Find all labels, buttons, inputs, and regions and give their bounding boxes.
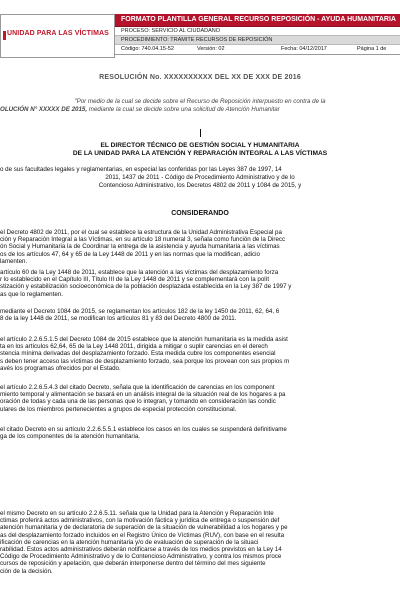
paragraph-line: as del desplazamiento forzado incluidos en el Registro Único de Víctimas (RUV), con base en el resulta [0, 531, 285, 539]
procedure-label: PROCEDIMIENTO: TRAMITE RECURSOS DE REPOSICIÓN [115, 36, 400, 45]
logo-cell [0, 14, 115, 58]
paragraph-line: stización y estabilización socioeconómica de la población desplazada establecida en la Ley 387 de 1997 y [0, 283, 292, 291]
powers-line3: Contencioso Administrativo, los Decretos 4802 de 2011 y 1084 de 2015, y [98, 182, 302, 189]
paragraph-line: ificación de carencias en la atención humanitaria y/o de evaluación de superación de la situaci [0, 538, 259, 546]
paragraph-4 [0, 336, 400, 372]
powers-line1: o de sus facultades legales y reglamentarias, en especial las conferidas por las Leyes 387 de 1997, 14 [0, 166, 282, 173]
paragraph-line: atención humanitaria y de declaratoria de superación de la situación de vulnerabilidad a los hogares y pe [0, 524, 288, 532]
paragraph-line: os de los artículos 47, 64 y 65 de la Ley 1448 de 2011 y en las normas que la modifican, adicio [0, 250, 260, 258]
document-header [0, 14, 400, 58]
version-label: Versión: 02 [197, 46, 225, 52]
logo: UNIDAD PARA LAS VÍCTIMAS [7, 30, 109, 37]
paragraph-line: el citado Decreto en su artículo 2.2.6.5.5.1 establece los casos en los cuales se suspenderá definitivame [0, 426, 287, 433]
paragraph-1 [0, 229, 400, 265]
resolution-title: RESOLUCIÓN No. XXXXXXXXXX DEL XX DE XXX DE 2016 [99, 74, 301, 81]
text-cursor [200, 129, 201, 137]
document-meta [115, 45, 400, 55]
paragraph-line: ción de la decisión. [0, 567, 53, 575]
code-label: Código: 740.04.15-52 [121, 46, 174, 52]
paragraph-line: r lo establecido en el Capítulo III, Título III de la Ley 1448 de 2011 y se complementará con la polít [0, 276, 270, 284]
director-title-line2: DE LA UNIDAD PARA LA ATENCIÓN Y REPARACIÓN INTEGRAL A LAS VÍCTIMAS [72, 150, 328, 157]
paragraph-7 [0, 510, 400, 600]
paragraph-line: el Decreto 4802 de 2011, por el cual se establece la estructura de la Unidad Administrativa Especial pa [0, 229, 282, 236]
paragraph-line: mediante el Decreto 1084 de 2015, se reglamentan los artículos 182 de la ley 1450 de 2011, 62, 64, 6 [0, 308, 280, 315]
paragraph-line: lamenten. [0, 257, 28, 265]
paragraph-line: ctimas proferirá actos administrativos, con la motivación fáctica y jurídica de entrega o suspensión def [0, 517, 280, 525]
paragraph-line: ulares de los miembros pertenecientes a grupos de especial protección constitucional. [0, 405, 237, 413]
resolution-subtitle-rest: mediante la cual se decide sobre una solicitud de Atención Humanitar [87, 106, 280, 113]
header-info [115, 14, 400, 58]
paragraph-line: stencia mínima derivadas del desplazamiento forzado. Esta medida cubre los componentes esencial [0, 350, 276, 358]
paragraph-line: as que lo reglamenten. [0, 290, 63, 298]
paragraph-line: oración de todas y cada una de las personas que lo integran, y tomando en consideración las condic [0, 398, 276, 406]
paragraph-6 [0, 426, 400, 440]
process-label: PROCESO: SERVICIO AL CIUDADANO [115, 27, 400, 36]
paragraph-line: ga de los componentes de la atención humanitaria. [0, 433, 140, 441]
paragraph-2 [0, 269, 400, 298]
date-label: Fecha: 04/12/2017 [281, 46, 327, 52]
paragraph-line: cursos de reposición y apelación, que deberán interponerse dentro del término del mes siguiente [0, 560, 266, 568]
paragraph-line: miento temporal y alimentación se basará en un análisis integral de la situación real de los hogares a pa [0, 391, 286, 399]
paragraph-line: artículo 60 de la Ley 1448 de 2011, establece que la atención a las víctimas del desplazamiento forza [0, 269, 279, 276]
resolution-number: OLUCIÓN N° XXXXX DE 2015, [0, 106, 88, 113]
paragraph-line: s deben tener acceso las víctimas de desplazamiento forzado, sea porque los provean con sus propios m [0, 357, 290, 365]
paragraph-line: ón Social y Humanitaria la de Coordinar la entrega de la asistencia y ayuda humanitaria a las víctimas [0, 243, 280, 251]
logo-mark-icon [3, 31, 6, 40]
page-label: Página 1 de [357, 46, 387, 52]
paragraph-line: el artículo 2.2.6.5.4.3 del citado Decreto, señala que la identificación de carencias en los component [0, 384, 275, 391]
powers-line2: 2011, 1437 de 2011 - Código de Procedimiento Administrativo y de lo [105, 174, 295, 181]
considering-heading: CONSIDERANDO [171, 210, 229, 217]
paragraph-line: el mismo Decreto en su artículo 2.2.6.5.11. señala que la Unidad para la Atención y Reparación Inte [0, 510, 274, 517]
paragraph-line: ta en los artículos 62,64, 65 de la Ley 1448 2011, dirigida a mitigar o suplir carencias en el derech [0, 343, 268, 351]
resolution-subtitle-line1: "Por medio de la cual se decide sobre el Recurso de Reposición interpuesto en contra de la [74, 98, 326, 105]
paragraph-line: el artículo 2.2.6.5.1.5 del Decreto 1084 de 2015 establece que la atención humanitaria es la medida asist [0, 336, 288, 343]
paragraph-5 [0, 384, 400, 413]
paragraph-line: ción y Reparación Integral a las Víctimas, en su artículo 18 numeral 3, señala como función de la Direcc [0, 236, 286, 244]
director-title-line1: EL DIRECTOR TÉCNICO DE GESTIÓN SOCIAL Y HUMANITARIA [100, 142, 300, 149]
paragraph-line: 8 de la ley 1448 de 2011, se modifican los artículos 81 y 83 del Decreto 4800 de 2011. [0, 315, 237, 323]
paragraph-line: rabilidad. Estos actos administrativos deberán notificarse a través de los medios previstos en la Ley 14 [0, 545, 282, 553]
paragraph-line: Código de Procedimiento Administrativo y de lo Contencioso Administrativo, y contra los mismos proce [0, 553, 282, 561]
resolution-subtitle-line2 [0, 106, 400, 113]
format-title: FORMATO PLANTILLA GENERAL RECURSO REPOSICIÓN - AYUDA HUMANITARIA [115, 14, 400, 27]
paragraph-line: avés los programas ofrecidos por el Estado. [0, 364, 121, 372]
paragraph-3 [0, 308, 400, 322]
